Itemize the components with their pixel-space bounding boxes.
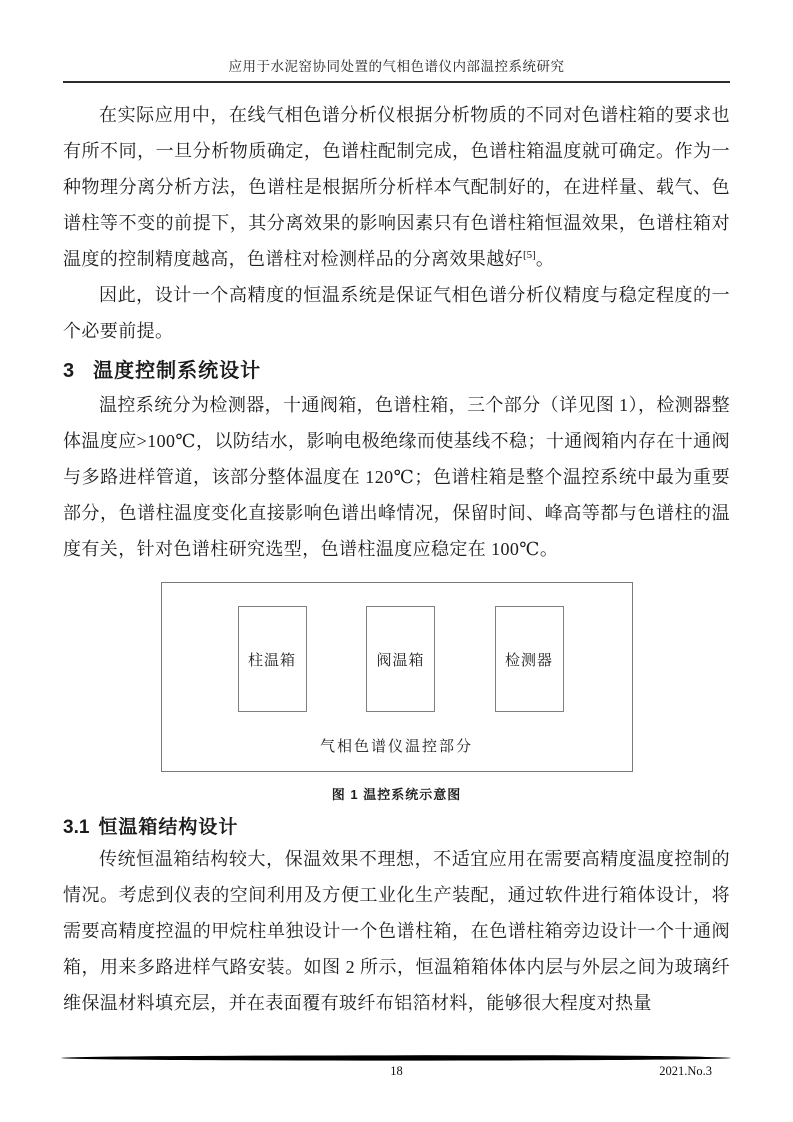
page-footer (0, 1042, 793, 1122)
paragraph-3: 温控系统分为检测器，十通阀箱，色谱柱箱，三个部分（详见图 1），检测器整体温度应>100℃，以防结水，影响电极绝缘而使基线不稳；十通阀箱内存在十通阀与多路进样管道，该部分整体温度在 120℃；色谱柱箱是整个温控系统中最为重要部分，色谱柱温度变化直接影响色谱出峰情况，保留时间、峰高等都与色谱柱的温度有关，针对色谱柱研究选型，色谱柱温度应稳定在 100℃。 (63, 395, 730, 559)
paragraph-1-tail: 。 (535, 249, 555, 269)
figure-1-inner-label: 气相色谱仪温控部分 (319, 739, 473, 755)
figure-1-caption: 图 1 温控系统示意图 (331, 787, 462, 802)
running-head-title: 应用于水泥窑协同处置的气相色谱仪内部温控系统研究 (63, 0, 730, 83)
figure-box-detector: 检测器 (495, 606, 564, 712)
figure-1 (63, 582, 730, 803)
paragraph-1-text: 在实际应用中，在线气相色谱分析仪根据分析物质的不同对色谱柱箱的要求也有所不同，一旦分析物质确定，色谱柱配制完成，色谱柱箱温度就可确定。作为一种物理分离分析方法，色谱柱是根据所分析样本气配制好的，在进样量、载气、色谱柱等不变的前提下，其分离效果的影响因素只有色谱柱箱恒温效果，色谱柱箱对温度的控制精度越高，色谱柱对检测样品的分离效果越好 (63, 105, 730, 269)
issue-number: 2021.No.3 (659, 1064, 712, 1078)
paragraph-1 (63, 97, 730, 277)
section-3-heading (63, 355, 730, 387)
section-3-1-number: 3.1 (63, 817, 90, 838)
section-3-1-heading (63, 815, 730, 841)
figure-box-valve-oven: 阀温箱 (366, 606, 435, 712)
section-3-1-title: 恒温箱结构设计 (98, 817, 239, 838)
section-3-number: 3 (63, 360, 75, 382)
paragraph-4: 传统恒温箱结构较大，保温效果不理想，不适宜应用在需要高精度温度控制的情况。考虑到仪表的空间利用及方便工业化生产装配，通过软件进行箱体设计，将需要高精度控温的甲烷柱单独设计一个色谱柱箱，在色谱柱箱旁边设计一个十通阀箱，用来多路进样气路安装。如图 2 所示，恒温箱箱体体内层与外层之间为玻璃纤维保温材料填充层，并在表面覆有玻纤布铝箔材料，能够很大程度对热量 (63, 849, 730, 1013)
figure-box-column-oven: 柱温箱 (238, 606, 307, 712)
citation-ref-5: [5] (523, 249, 536, 261)
footer-rule-line (60, 1054, 732, 1062)
section-3-title: 温度控制系统设计 (93, 360, 262, 382)
paragraph-2: 因此，设计一个高精度的恒温系统是保证气相色谱分析仪精度与稳定程度的一个必要前提。 (63, 285, 730, 341)
page-number: 18 (390, 1064, 403, 1078)
figure-1-box-row (162, 583, 632, 712)
figure-1-outer-box (161, 582, 633, 772)
